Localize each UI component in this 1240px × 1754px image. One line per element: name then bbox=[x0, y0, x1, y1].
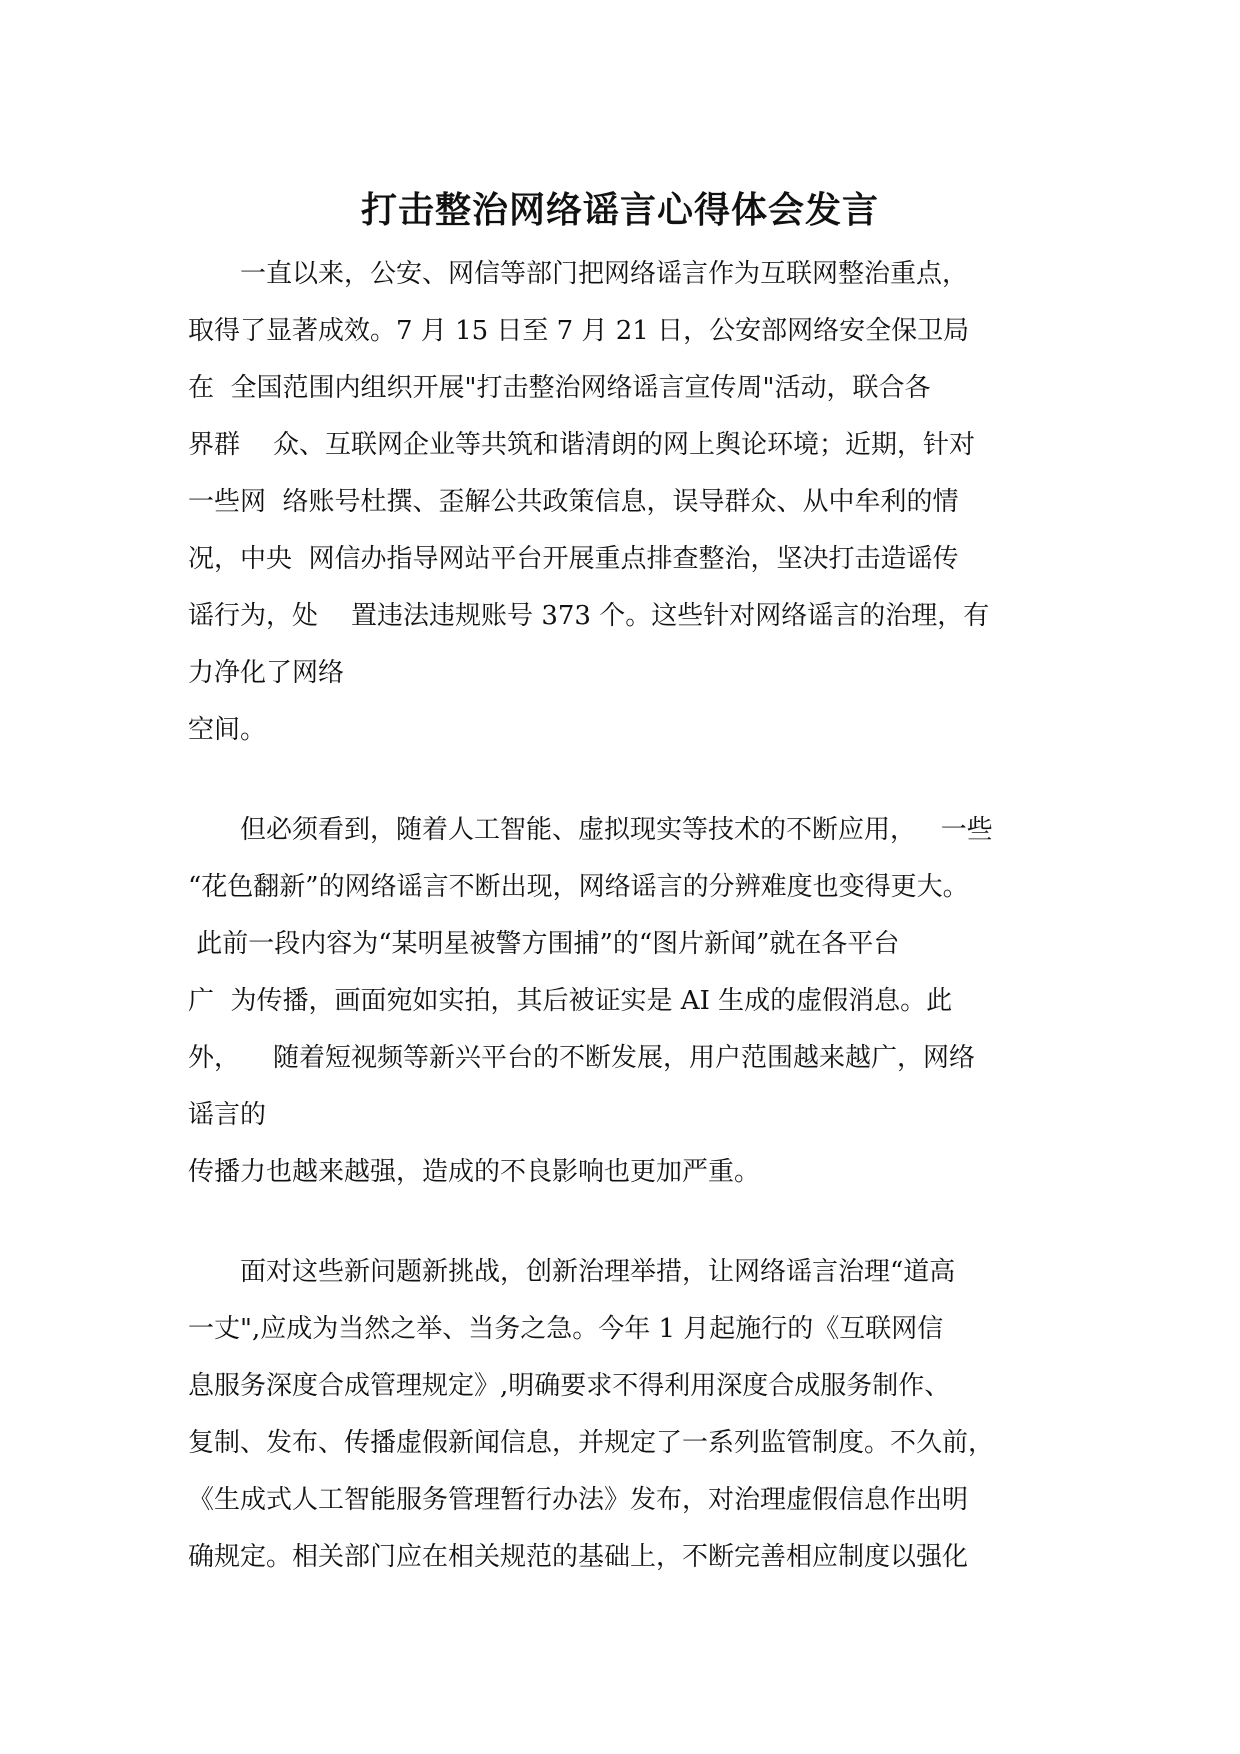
paragraph-2-line-6: 谣言的 bbox=[188, 1100, 267, 1130]
paragraph-1-line-5: 一些网 络账号杜撰、歪解公共政策信息，误导群众、从中牟利的情 bbox=[188, 487, 959, 517]
paragraph-1-line-8: 力净化了网络 bbox=[188, 658, 345, 688]
paragraph-1-line-9: 空间。 bbox=[188, 715, 267, 745]
paragraph-2-line-7: 传播力也越来越强，造成的不良影响也更加严重。 bbox=[188, 1157, 761, 1187]
paragraph-3-line-1: 面对这些新问题新挑战，创新治理举措，让网络谣言治理“道高 bbox=[240, 1257, 956, 1287]
paragraph-2-line-4: 广 为传播，画面宛如实拍，其后被证实是 AI 生成的虚假消息。此 bbox=[188, 986, 953, 1016]
paragraph-2-line-2: “花色翻新”的网络谣言不断出现，网络谣言的分辨难度也变得更大。 bbox=[188, 872, 969, 902]
paragraph-2-line-5: 外， 随着短视频等新兴平台的不断发展，用户范围越来越广，网络 bbox=[188, 1043, 976, 1073]
paragraph-2-line-1: 但必须看到，随着人工智能、虚拟现实等技术的不断应用， 一些 bbox=[240, 815, 993, 845]
paragraph-1-line-4: 界群 众、互联网企业等共筑和谐清朗的网上舆论环境；近期，针对 bbox=[188, 430, 976, 460]
paragraph-1-line-1: 一直以来，公安、网信等部门把网络谣言作为互联网整治重点， bbox=[240, 259, 969, 289]
paragraph-1-line-7: 谣行为，处 置违法违规账号 373 个。这些针对网络谣言的治理，有 bbox=[188, 601, 990, 631]
paragraph-3-line-5: 《生成式人工智能服务管理暂行办法》发布，对治理虚假信息作出明 bbox=[188, 1485, 969, 1515]
paragraph-3-line-2: 一丈",应成为当然之举、当务之急。今年 1 月起施行的《互联网信 bbox=[188, 1314, 944, 1344]
paragraph-3-line-6: 确规定。相关部门应在相关规范的基础上，不断完善相应制度以强化 bbox=[188, 1542, 969, 1572]
paragraph-1-line-2: 取得了显著成效。7 月 15 日至 7 月 21 日，公安部网络安全保卫局 bbox=[188, 316, 970, 346]
paragraph-2-line-3: 此前一段内容为“某明星被警方围捕”的“图片新闻”就在各平台 bbox=[188, 929, 900, 959]
paragraph-1-line-3: 在 全国范围内组织开展"打击整治网络谣言宣传周"活动，联合各 bbox=[188, 373, 931, 403]
document-title: 打击整治网络谣言心得体会发言 bbox=[360, 189, 879, 231]
paragraph-1-line-6: 况，中央 网信办指导网站平台开展重点排查整治，坚决打击造谣传 bbox=[188, 544, 959, 574]
paragraph-3-line-3: 息服务深度合成管理规定》,明确要求不得利用深度合成服务制作、 bbox=[188, 1371, 951, 1401]
paragraph-3-line-4: 复制、发布、传播虚假新闻信息，并规定了一系列监管制度。不久前， bbox=[188, 1428, 995, 1458]
